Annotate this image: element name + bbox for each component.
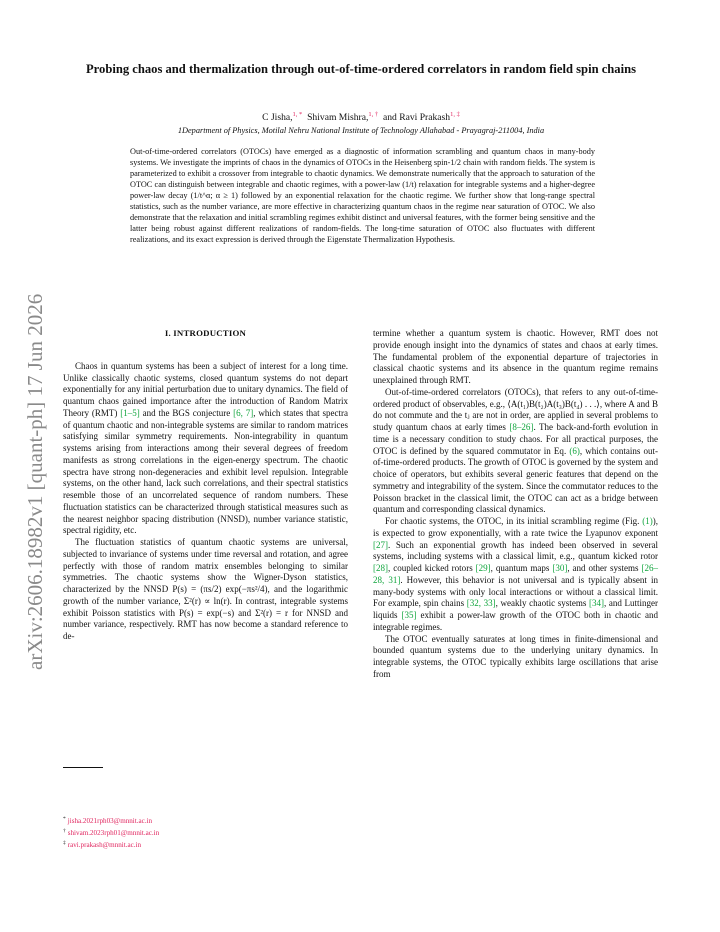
arxiv-identifier: [14, 250, 54, 670]
footnote: [63, 826, 343, 838]
paper-title: Probing chaos and thermalization through out-of-time-ordered correlators in random field spin chains: [85, 62, 637, 76]
paragraph: termine whether a quantum system is chaotic. However, RMT does not provide enough insight into the dynamics of states and chaos at early times. The fundamental problem of the exponential departure of trajectories in classical chaotic systems and its absence in the quantum regime remains unexplained through RMT.: [373, 328, 658, 385]
citation-link[interactable]: [26–28, 31]: [373, 563, 658, 585]
author-affil-mark[interactable]: 1, *: [292, 111, 303, 118]
email-link[interactable]: ravi.prakash@mnnit.ac.in: [67, 841, 142, 849]
footnote: [63, 838, 343, 850]
right-column: [373, 328, 658, 681]
left-column: [63, 328, 348, 643]
email-link[interactable]: jisha.2021rph03@mnnit.ac.in: [67, 817, 153, 825]
footnote-mark: *: [63, 816, 66, 822]
author-name: Shivam Mishra,: [307, 112, 369, 123]
paragraph: For chaotic systems, the OTOC, in its initial scrambling regime (Fig. (1)), is expected to grow exponentially, with a rate twice the Lyapunov exponent [27]. Such an exponential growth has indeed been observed in several systems, including systems with a classical limit, e.g., quantum kicked rotor [28], coupled kicked rotors [29], quantum maps [30], and other systems [26–28, 31]. However, this behavior is not universal and is typically absent in many-body systems with only local interactions or without a classical limit. For example, spin chains [32, 33], weakly chaotic systems [34], and Luttinger liquids [35] exhibit a power-law growth of the OTOC both in chaotic and integrable regimes.: [373, 516, 659, 632]
author-affil-mark[interactable]: 1, †: [368, 111, 379, 118]
author-list: [60, 109, 662, 124]
citation-link[interactable]: [35]: [401, 610, 417, 620]
paragraph: The OTOC eventually saturates at long times in finite-dimensional and bounded quantum systems due to the underlying unitary dynamics. In integrable systems, the OTOC typically exhibits large oscillations that arise from: [373, 633, 658, 679]
citation-link[interactable]: [34]: [588, 598, 604, 609]
citation-link[interactable]: [30]: [552, 563, 568, 573]
section-heading: I. INTRODUCTION: [164, 328, 247, 338]
citation-link[interactable]: [28]: [373, 563, 389, 573]
equation-link[interactable]: (6): [569, 445, 580, 456]
arxiv-identifier-text: arXiv:2606.18982v1 [quant-ph] 17 Jun 2026: [23, 293, 47, 670]
footnote-mark: †: [63, 828, 66, 834]
footnote-divider: [63, 767, 103, 768]
paragraph: Chaos in quantum systems has been a subject of interest for a long time. Unlike classically chaotic systems, closed quantum systems do not depart exponentially for any initial perturbation due to unitary dynamics. The field of quantum chaos gained importance after the introduction of Random Matrix Theory (RMT) [1–5] and the BGS conjecture [6, 7], which states that spectra of quantum chaotic and non-integrable systems are similar to random matrices satisfying similar symmetry requirements. Non-integrability in quantum systems arising from interactions among their several degrees of freedom manifests as strong correlations in the eigen-energy spectrum. The chaotic spectra have strong non-degeneracies and exhibit level repulsion. Integrable systems, on the other hand, lack such correlations, and their spectral statistics resemble those of an uncorrelated sequence of random numbers. These fluctuation statistics can be characterized through statistical measures such as the nearest neighbor spacing distribution (NNSD), number variance statistic, spectral rigidity, etc.: [63, 360, 348, 536]
citation-link[interactable]: [6, 7]: [233, 407, 254, 418]
author-name: C Jisha,: [262, 112, 293, 123]
citation-link[interactable]: [1–5]: [120, 407, 140, 418]
footnotes: [63, 814, 343, 850]
affiliation: 1Department of Physics, Motilal Nehru National Institute of Technology Allahabad - Prayagraj-211004, India: [177, 126, 545, 135]
footnote: [63, 814, 343, 826]
figure-link[interactable]: (1): [642, 516, 653, 526]
footnote-mark: ‡: [63, 840, 66, 846]
email-link[interactable]: shivam.2023rph01@mnnit.ac.in: [67, 829, 160, 837]
citation-link[interactable]: [29]: [475, 563, 491, 573]
abstract: Out-of-time-ordered correlators (OTOCs) have emerged as a diagnostic of information scrambling and quantum chaos in many-body systems. We investigate the imprints of chaos in the dynamics of OTOCs in the Heisenberg spin-1/2 chain with random fields. The system is parameterized to exhibit a crossover from integrable to chaotic dynamics. We demonstrate numerically that the approach to saturation of the OTOC can distinguish between integrable and chaotic regimes, with a power-law (1/t) relaxation for integrable systems and a higher-degree power-law decay (1/t^α; α ≥ 1) followed by an exponential relaxation for the chaotic regime. We further show that long-range spectral statistics, such as the number variance, are more effective in characterizing quantum chaos in the regime near saturation of OTOC. We also demonstrate that the relaxation and initial scrambling regimes exhibit distinct and universal features, with the former being sensitive and the latter being robust against different realizations of random-fields. The long-time saturation of OTOC also fluctuates with different realizations, and its exact expression is derived through the Eigenstate Thermalization Hypothesis.: [130, 147, 595, 245]
paragraph: Out-of-time-ordered correlators (OTOCs), that refers to any out-of-time-ordered product of observables, e.g., ⟨A(t₁)B(t₂)A(t₃)B(t₄) . . .⟩, where A and B do not commute and the tⱼ are not in order, are applied in several problems to study quantum chaos at early times [8–26]. The back-and-forth evolution in time is a necessary condition to study chaos. For all practical purposes, the OTOC is defined by the squared commutator in Eq. (6), which contains out-of-time-ordered products. The growth of OTOC is governed by the system and choice of operators, but exhibits several generic features that depend on the symmetry and integrability of the system. Since the commutator reduces to the Poisson bracket in the classical limit, the OTOC can act as a bridge between quantum and corresponding classical dynamics.: [373, 386, 659, 515]
paragraph: The fluctuation statistics of quantum chaotic systems are universal, subjected to invariance of systems under time reversal and rotation, and agree perfectly with those of random matrix ensembles belonging to similar symmetries. The chaotic systems show the Wigner-Dyson statistics, characterized by the NNSD P(s) = (πs/2) exp(−πs²/4), and the logarithmic growth of the number variance, Σ²(r) ∝ ln(r). In contrast, integrable systems exhibit Poisson statistics with P(s) = exp(−s) and Σ²(r) = r for NNSD and number variance, respectively. RMT has now become a standard reference to de-: [63, 537, 348, 641]
author-affil-mark[interactable]: 1, ‡: [450, 111, 460, 118]
citation-link[interactable]: [27]: [373, 539, 389, 550]
citation-link[interactable]: [32, 33]: [466, 598, 496, 609]
citation-link[interactable]: [8–26]: [509, 422, 534, 432]
author-name: and Ravi Prakash: [382, 112, 451, 123]
